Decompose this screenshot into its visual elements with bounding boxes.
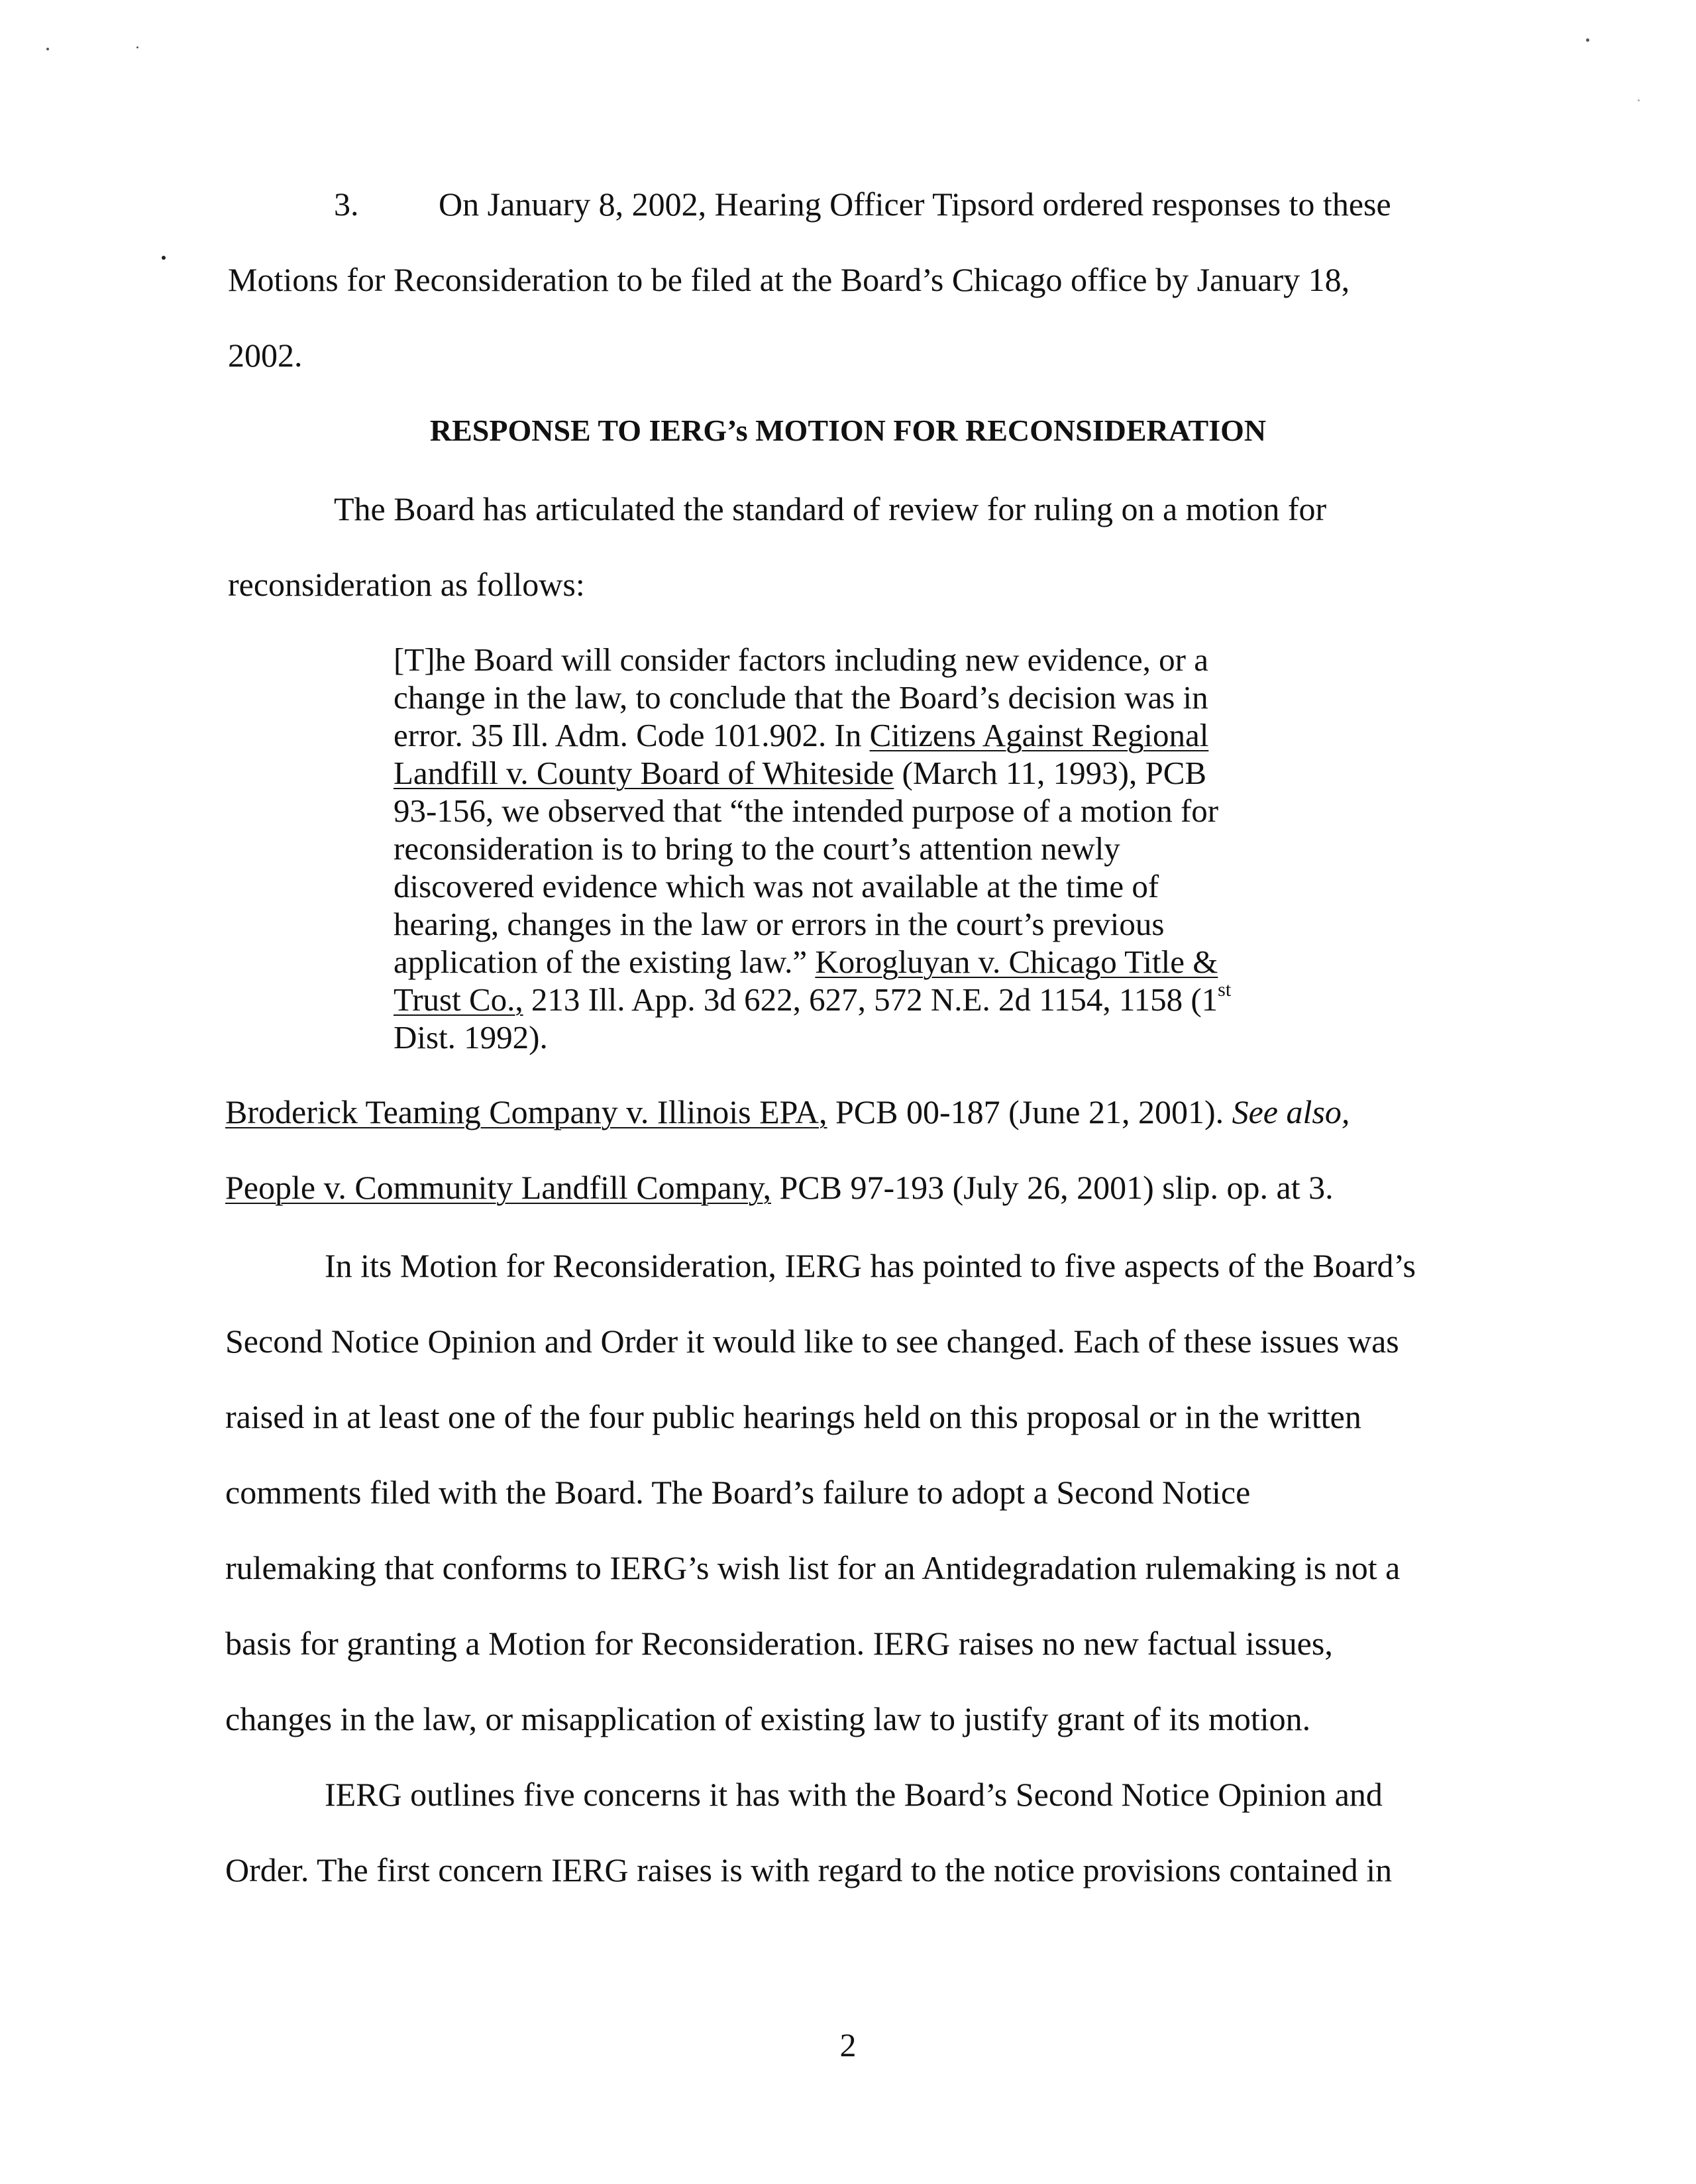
case-citation: Citizens Against Regional xyxy=(869,717,1209,753)
paragraph-3-line-7: changes in the law, or misapplication of existing law to justify grant of its motion. xyxy=(225,1700,1311,1737)
quote-line xyxy=(394,755,1206,792)
citation-text: PCB 00-187 (June 21, 2001). xyxy=(827,1093,1232,1130)
quote-line xyxy=(394,717,1208,754)
case-citation: People v. Community Landfill Company, xyxy=(225,1169,771,1206)
case-citation: Trust Co., xyxy=(394,981,523,1018)
quote-line: [T]he Board will consider factors including new evidence, or a xyxy=(394,641,1209,678)
quote-line: change in the law, to conclude that the Board’s decision was in xyxy=(394,679,1208,716)
scan-speck xyxy=(162,256,166,260)
paragraph-number: 3. xyxy=(334,186,359,223)
paragraph-1-text: On January 8, 2002, Hearing Officer Tipsord ordered responses to these xyxy=(439,186,1391,223)
quote-text: 213 Ill. App. 3d 622, 627, 572 N.E. 2d 1154, 1158 (1 xyxy=(523,981,1218,1018)
case-citation: Korogluyan v. Chicago Title & xyxy=(815,944,1218,980)
ordinal-superscript: st xyxy=(1218,979,1232,1001)
citation-text: PCB 97-193 (July 26, 2001) slip. op. at 3. xyxy=(771,1169,1334,1206)
scan-speck xyxy=(46,48,49,50)
paragraph-3-line-3: raised in at least one of the four public hearings held on this proposal or in the written xyxy=(225,1398,1361,1435)
quote-line: hearing, changes in the law or errors in the court’s previous xyxy=(394,906,1165,942)
quote-line xyxy=(394,944,1218,981)
quote-text: (March 11, 1993), PCB xyxy=(894,755,1207,791)
citation-signal: See also, xyxy=(1232,1093,1350,1130)
quote-line: 93-156, we observed that “the intended purpose of a motion for xyxy=(394,792,1219,829)
quote-line: reconsideration is to bring to the court’s attention newly xyxy=(394,830,1120,867)
paragraph-2-line-2: reconsideration as follows: xyxy=(228,566,585,603)
scan-speck xyxy=(1586,38,1589,42)
quote-text: application of the existing law.” xyxy=(394,944,816,980)
quote-line: Dist. 1992). xyxy=(394,1019,548,1056)
quote-line: discovered evidence which was not available at the time of xyxy=(394,868,1159,904)
quote-text: error. 35 Ill. Adm. Code 101.902. In xyxy=(394,717,870,753)
paragraph-4-line-1: IERG outlines five concerns it has with the Board’s Second Notice Opinion and xyxy=(325,1776,1383,1813)
case-citation: Landfill v. County Board of Whiteside xyxy=(394,755,894,791)
case-citation: Broderick Teaming Company v. Illinois EPA, xyxy=(225,1093,827,1130)
quote-line xyxy=(394,981,1231,1018)
citation-line-1 xyxy=(225,1092,1350,1132)
citation-line-2 xyxy=(225,1168,1334,1207)
paragraph-3-line-1: In its Motion for Reconsideration, IERG has pointed to five aspects of the Board’s xyxy=(325,1247,1416,1284)
page-number: 2 xyxy=(839,2026,857,2063)
paragraph-3-line-2: Second Notice Opinion and Order it would like to see changed. Each of these issues was xyxy=(225,1323,1399,1360)
paragraph-4-line-2: Order. The first concern IERG raises is with regard to the notice provisions contained in xyxy=(225,1851,1393,1888)
paragraph-3-line-4: comments filed with the Board. The Board’s failure to adopt a Second Notice xyxy=(225,1474,1251,1511)
paragraph-3-line-6: basis for granting a Motion for Reconsideration. IERG raises no new factual issues, xyxy=(225,1625,1333,1662)
paragraph-1-line-2: Motions for Reconsideration to be filed at the Board’s Chicago office by January 18, xyxy=(228,261,1350,298)
section-heading: RESPONSE TO IERG’s MOTION FOR RECONSIDERATION xyxy=(429,413,1267,447)
scan-speck xyxy=(136,46,138,48)
paragraph-3-line-5: rulemaking that conforms to IERG’s wish list for an Antidegradation rulemaking is not a xyxy=(225,1549,1401,1586)
scan-speck xyxy=(1638,99,1640,101)
paragraph-2-line-1: The Board has articulated the standard of review for ruling on a motion for xyxy=(334,490,1327,527)
paragraph-1-line-3: 2002. xyxy=(228,337,303,374)
paragraph-1-line-1 xyxy=(334,184,1391,224)
